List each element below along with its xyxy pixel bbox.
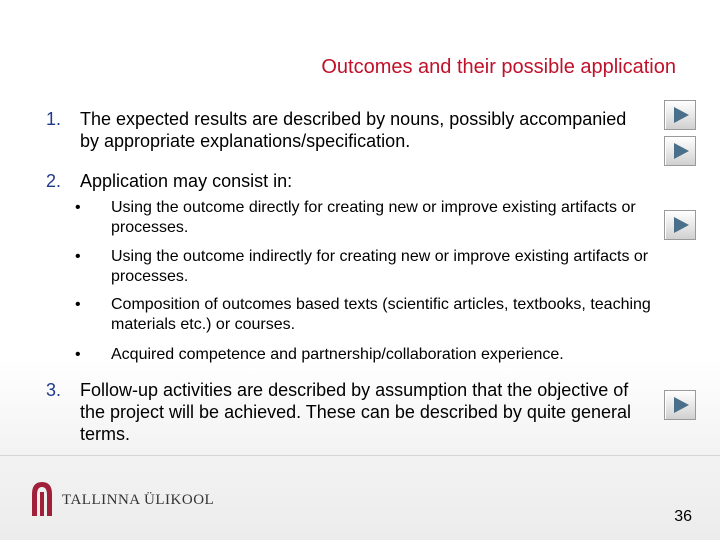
- play-icon: [665, 137, 695, 165]
- bullet-text: Using the outcome directly for creating new or improve existing artifacts or processes.: [111, 199, 636, 236]
- play-icon: [665, 101, 695, 129]
- university-name: TALLINNA ÜLIKOOL: [62, 492, 215, 508]
- play-button[interactable]: [664, 210, 696, 240]
- university-logo-icon: [28, 478, 56, 518]
- bullet-marker: •: [75, 346, 81, 363]
- bullet-text: Acquired competence and partnership/collaboration experience.: [111, 346, 564, 363]
- page-number: 36: [674, 508, 692, 525]
- item-number: 3.: [46, 380, 62, 400]
- item-text: The expected results are described by nouns, possibly accompanied by appropriate explanations/specification.: [80, 109, 627, 151]
- bullet-marker: •: [75, 296, 81, 313]
- bullet-marker: •: [75, 248, 81, 265]
- play-button[interactable]: [664, 136, 696, 166]
- item-text: Application may consist in:: [80, 171, 293, 191]
- bullet-marker: •: [75, 199, 81, 216]
- footer-divider: [0, 455, 720, 456]
- play-button[interactable]: [664, 100, 696, 130]
- item-number: 1.: [46, 109, 62, 129]
- slide-title: Outcomes and their possible application: [321, 56, 676, 78]
- item-text: Follow-up activities are described by assumption that the objective of the project will be achieved. These can be described by quite general terms.: [80, 380, 632, 444]
- play-button[interactable]: [664, 390, 696, 420]
- play-icon: [665, 391, 695, 419]
- bullet-text: Using the outcome indirectly for creating new or improve existing artifacts or processes.: [111, 248, 649, 285]
- play-icon: [665, 211, 695, 239]
- item-number: 2.: [46, 171, 62, 191]
- bullet-text: Composition of outcomes based texts (scientific articles, textbooks, teaching materials etc.) or courses.: [111, 296, 651, 333]
